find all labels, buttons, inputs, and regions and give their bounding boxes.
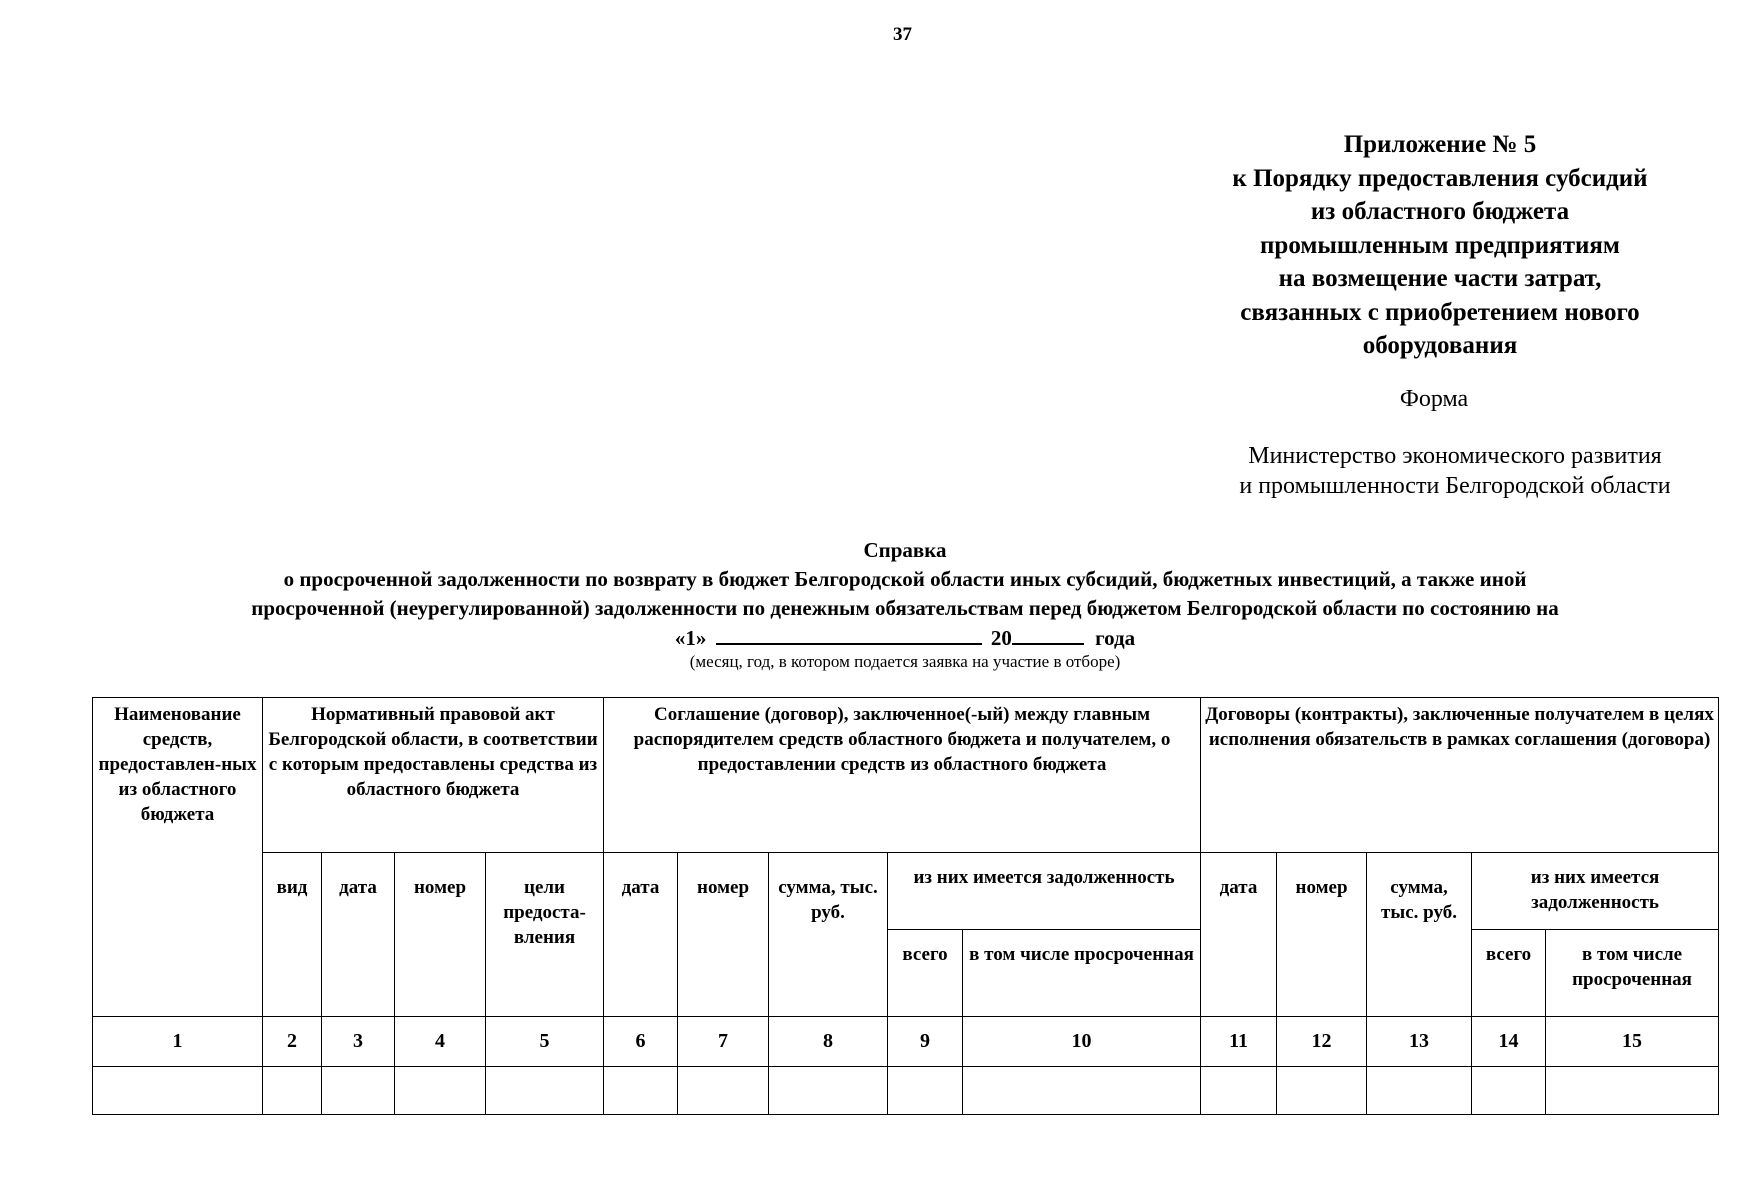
column-number: 14 — [1472, 1016, 1546, 1066]
empty-cell[interactable] — [604, 1066, 678, 1114]
date-suffix: года — [1095, 626, 1136, 650]
column-number: 1 — [93, 1016, 263, 1066]
empty-cell[interactable] — [1367, 1066, 1472, 1114]
header-agreement-debt-overdue: в том числе просроченная — [963, 929, 1201, 1016]
header-agreement-sum: сумма, тыс. руб. — [769, 853, 888, 1016]
header-contract-number: номер — [1277, 853, 1367, 1016]
header-contract-date: дата — [1201, 853, 1277, 1016]
date-year-prefix: 20 — [990, 626, 1012, 650]
header-act-number: номер — [395, 853, 486, 1016]
ministry-line: Министерство экономического развития — [1248, 443, 1662, 469]
appendix-header — [1150, 128, 1730, 363]
empty-cell[interactable] — [486, 1066, 604, 1114]
header-act-type: вид — [263, 853, 322, 1016]
empty-cell[interactable] — [1472, 1066, 1546, 1114]
document-subtitle-line: просроченной (неурегулированной) задолженности по денежным обязательствам перед бюджетом Белгородской области по состоянию на — [251, 596, 1559, 620]
column-number: 10 — [963, 1016, 1201, 1066]
column-number: 11 — [1201, 1016, 1277, 1066]
empty-cell[interactable] — [963, 1066, 1201, 1114]
header-contract-sum: сумма, тыс. руб. — [1367, 853, 1472, 1016]
document-heading — [90, 536, 1720, 653]
header-agreement-debt: из них имеется задолженность — [888, 853, 1201, 929]
appendix-line: Приложение № 5 — [1343, 131, 1537, 158]
document-subtitle-line: о просроченной задолженности по возврату в бюджет Белгородской области иных субсидий, бюджетных инвестиций, а также иной — [283, 567, 1527, 591]
column-number: 5 — [486, 1016, 604, 1066]
header-funds-name: Наименование средств, предоставлен-ных из областного бюджета — [93, 698, 263, 1017]
empty-cell[interactable] — [1546, 1066, 1719, 1114]
column-number: 9 — [888, 1016, 963, 1066]
column-number: 7 — [678, 1016, 769, 1066]
document-title: Справка — [863, 538, 947, 562]
empty-cell[interactable] — [1201, 1066, 1277, 1114]
header-contracts: Договоры (контракты), заключенные получателем в целях исполнения обязательств в рамках соглашения (договора) — [1201, 698, 1719, 853]
empty-cell[interactable] — [769, 1066, 888, 1114]
header-contract-debt-overdue: в том числе просроченная — [1546, 929, 1719, 1016]
appendix-line: на возмещение части затрат, — [1278, 265, 1602, 292]
appendix-line: к Порядку предоставления субсидий — [1232, 164, 1648, 192]
header-act-purpose: цели предоста-вления — [486, 853, 604, 1016]
appendix-line: промышленным предприятиям — [1260, 231, 1620, 259]
header-act-date: дата — [322, 853, 395, 1016]
header-contract-debt-total: всего — [1472, 929, 1546, 1016]
column-number: 6 — [604, 1016, 678, 1066]
empty-cell[interactable] — [322, 1066, 395, 1114]
header-legal-act: Нормативный правовой акт Белгородской области, в соответствии с которым предоставлены средства из областного бюджета — [263, 698, 604, 853]
date-year-blank[interactable] — [1012, 623, 1084, 645]
page-number: 37 — [893, 24, 912, 45]
header-agreement-number: номер — [678, 853, 769, 1016]
header-contract-debt: из них имеется задолженность — [1472, 853, 1719, 929]
header-agreement-debt-total: всего — [888, 929, 963, 1016]
empty-cell[interactable] — [1277, 1066, 1367, 1114]
ministry-line: и промышленности Белгородской области — [1239, 473, 1671, 499]
ministry-name — [1165, 441, 1745, 501]
column-number: 15 — [1546, 1016, 1719, 1066]
report-date-line — [90, 623, 1720, 653]
form-label: Форма — [1399, 386, 1469, 412]
appendix-line: оборудования — [1362, 332, 1518, 359]
header-agreement-date: дата — [604, 853, 678, 1016]
empty-cell[interactable] — [93, 1066, 263, 1114]
empty-cell[interactable] — [678, 1066, 769, 1114]
column-number: 8 — [769, 1016, 888, 1066]
header-agreement: Соглашение (договор), заключенное(-ый) между главным распорядителем средств областного бюджета и получателем, о предоставлении средств из областного бюджета — [604, 698, 1201, 853]
empty-cell[interactable] — [395, 1066, 486, 1114]
appendix-line: связанных с приобретением нового — [1240, 298, 1640, 326]
date-month-blank[interactable] — [716, 623, 982, 645]
debt-report-table — [92, 697, 1719, 1115]
date-day: «1» — [674, 626, 707, 650]
empty-cell[interactable] — [888, 1066, 963, 1114]
empty-cell[interactable] — [263, 1066, 322, 1114]
column-number: 4 — [395, 1016, 486, 1066]
column-number: 13 — [1367, 1016, 1472, 1066]
column-number: 3 — [322, 1016, 395, 1066]
column-number: 12 — [1277, 1016, 1367, 1066]
date-hint: (месяц, год, в котором подается заявка на участие в отборе) — [689, 652, 1121, 671]
column-number: 2 — [263, 1016, 322, 1066]
table-row — [93, 1066, 1719, 1114]
appendix-line: из областного бюджета — [1310, 198, 1570, 225]
